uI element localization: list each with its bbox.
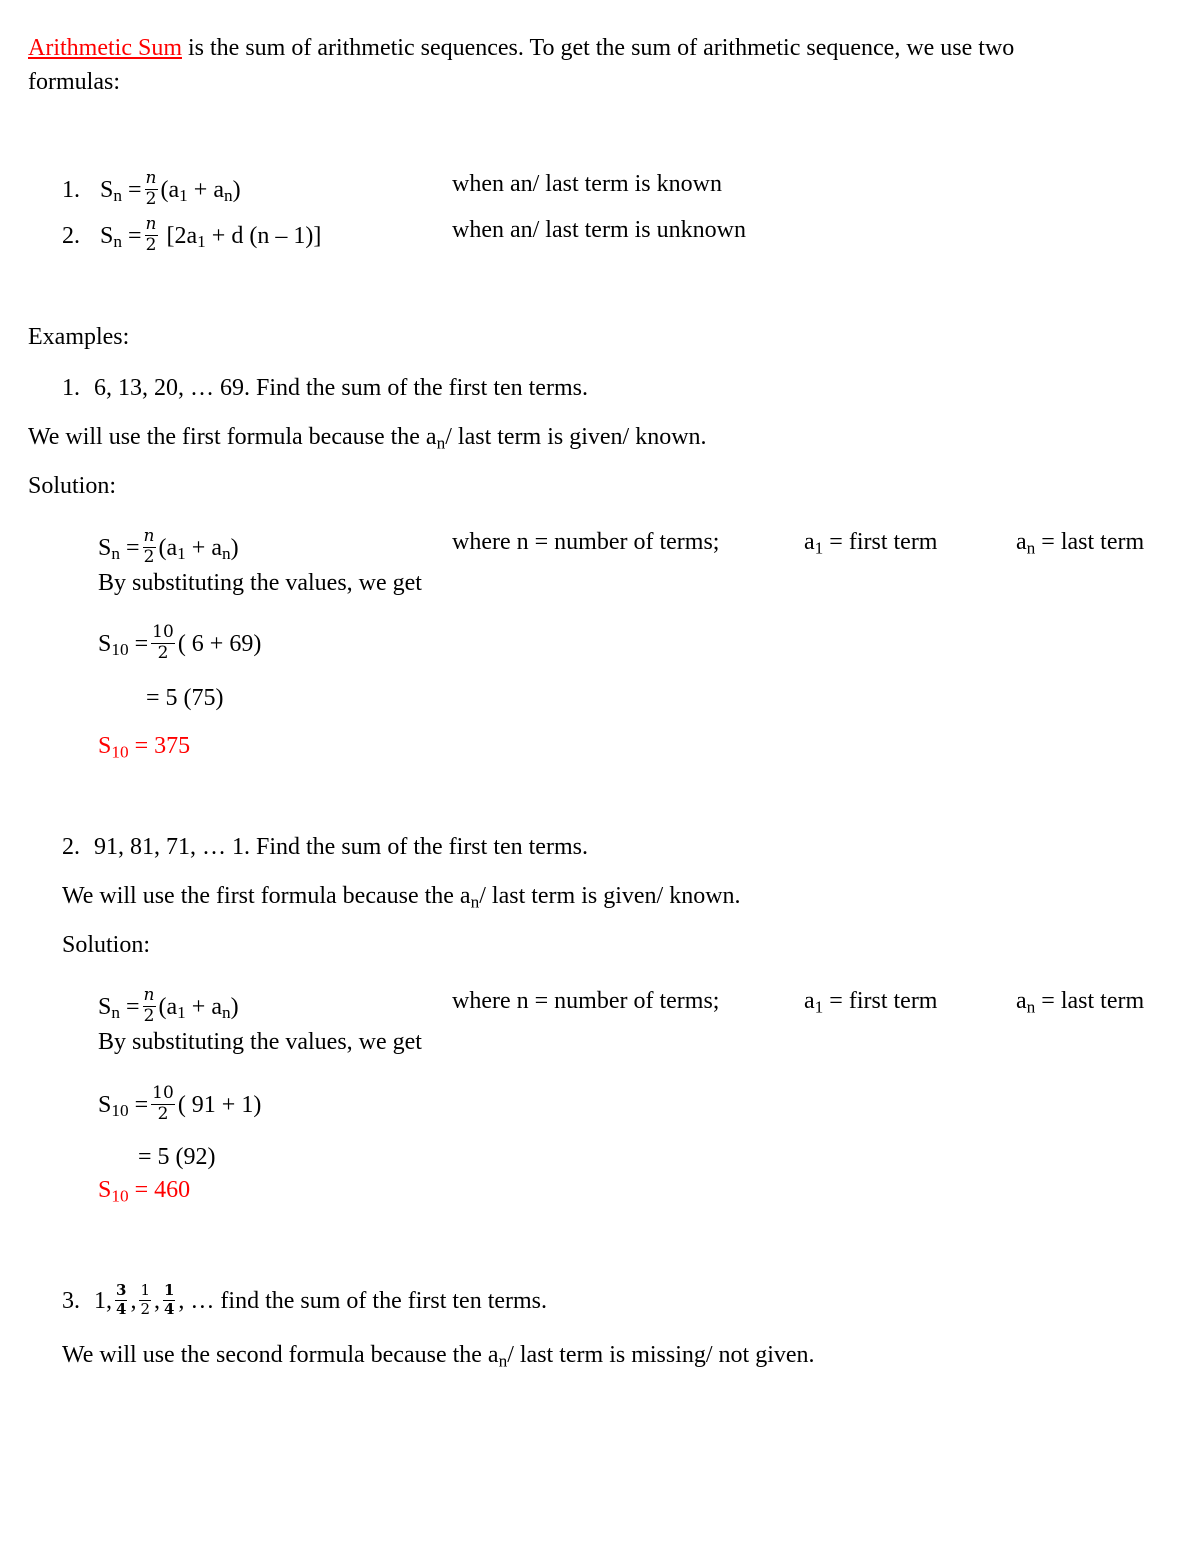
fraction-denominator: 2: [143, 1005, 155, 1026]
symbol: a: [1016, 529, 1027, 555]
subscript: n: [498, 1351, 508, 1371]
fraction-denominator: 2: [145, 234, 157, 255]
symbol: a: [1016, 988, 1027, 1014]
equals: =: [128, 630, 149, 657]
reason-text: We will use the first formula because the a: [28, 424, 437, 450]
example-1-formula: [98, 526, 239, 569]
example-1-substitute: By substituting the values, we get: [98, 570, 422, 596]
comma: ,: [178, 1287, 185, 1314]
fraction-numerator: n: [145, 214, 157, 234]
symbol: S: [98, 733, 112, 759]
subscript: n: [1026, 538, 1036, 558]
example-2-step-2: = 5 (92): [138, 1144, 216, 1170]
arithmetic-sum-term: Arithmetic Sum: [28, 35, 182, 61]
subscript: n: [111, 1003, 120, 1023]
formula-1: [62, 168, 241, 211]
subscript: 1: [177, 1003, 186, 1023]
subscript: n: [221, 544, 231, 564]
example-2-substitute: By substituting the values, we get: [98, 1029, 422, 1055]
fraction-numerator: 1: [163, 1281, 175, 1299]
subscript: n: [223, 186, 233, 206]
example-1-where: where n = number of terms;: [452, 529, 720, 555]
fraction-numerator: 10: [152, 622, 174, 642]
fraction-three-quarters: [115, 1283, 127, 1318]
example-1-solution-label: Solution:: [28, 473, 117, 499]
fraction-one-quarter: [163, 1283, 175, 1318]
fraction: [143, 987, 156, 1026]
result-value: = 460: [128, 1177, 191, 1203]
fraction-numerator: 1: [140, 1281, 150, 1299]
symbol: S: [98, 534, 112, 561]
definition-text: = first term: [823, 529, 938, 555]
formula-rhs: + a: [185, 534, 222, 561]
fraction-numerator: 3: [116, 1281, 127, 1299]
comma: ,: [130, 1287, 137, 1314]
formula-rhs: (a: [160, 176, 180, 203]
formula-lhs: S: [100, 222, 114, 249]
formula-rhs: ): [230, 534, 239, 561]
fraction: [151, 624, 175, 663]
fraction: [145, 216, 158, 255]
example-2-result: [98, 1178, 190, 1205]
fraction: [145, 170, 158, 209]
reason-text: / last term is given/ known.: [445, 424, 707, 450]
subscript: n: [1026, 997, 1036, 1017]
subscript: 1: [814, 997, 824, 1017]
formula-rhs: (a: [158, 993, 178, 1020]
fraction: [143, 528, 156, 567]
equals: =: [120, 534, 140, 561]
equals: =: [122, 222, 142, 249]
subscript: 1: [197, 232, 206, 252]
formula-rhs: + a: [187, 176, 224, 203]
fraction-denominator: 4: [163, 1299, 175, 1318]
subscript: n: [111, 544, 120, 564]
fraction-denominator: 4: [116, 1299, 127, 1318]
example-2-an-def: [1016, 989, 1144, 1016]
example-1-result: [98, 734, 190, 761]
subscript: n: [113, 232, 122, 252]
example-1-an-def: [1016, 530, 1144, 557]
formula-rhs: ): [230, 993, 239, 1020]
formula-rhs: [2a: [160, 222, 198, 249]
examples-heading: Examples:: [28, 324, 130, 350]
symbol: S: [98, 1177, 112, 1203]
formula-number: 2.: [62, 222, 80, 249]
definition-text: = last term: [1035, 988, 1145, 1014]
fraction-numerator: n: [145, 168, 157, 188]
intro-text: is the sum of arithmetic sequences. To get the sum of arithmetic sequence, we use two: [181, 35, 1015, 61]
formula-lhs: S: [100, 176, 114, 203]
example-2-problem: [62, 835, 588, 859]
example-3-reason: [62, 1343, 815, 1370]
subscript: 1: [177, 544, 186, 564]
fraction-denominator: 2: [140, 1299, 150, 1318]
formula-rhs: ): [232, 176, 241, 203]
intro-line: [28, 36, 1014, 60]
intro-continuation: formulas:: [28, 69, 120, 95]
fraction-denominator: 2: [157, 1103, 169, 1124]
problem-text: … find the sum of the first ten terms.: [190, 1287, 548, 1314]
formula-1-note: when an/ last term is known: [452, 171, 722, 197]
comma: ,: [153, 1287, 160, 1314]
example-2-solution-label: Solution:: [62, 932, 151, 958]
subscript: n: [221, 1003, 231, 1023]
symbol: a: [804, 529, 815, 555]
formula-2: [62, 214, 322, 257]
example-1-step-1: [98, 622, 262, 665]
fraction-denominator: 2: [143, 546, 155, 567]
sequence-term: 1,: [94, 1287, 112, 1314]
subscript: n: [436, 433, 446, 453]
problem-text: 91, 81, 71, … 1. Find the sum of the first ten terms.: [94, 834, 588, 860]
definition-text: = last term: [1035, 529, 1145, 555]
example-1-reason: [28, 425, 707, 452]
example-2-where: where n = number of terms;: [452, 988, 720, 1014]
symbol: S: [98, 630, 112, 657]
fraction-numerator: 10: [152, 1083, 174, 1103]
reason-text: We will use the first formula because the a: [62, 883, 471, 909]
example-2-step-1: [98, 1083, 262, 1126]
example-number: 1.: [62, 375, 80, 401]
formula-number: 1.: [62, 176, 80, 203]
example-2-a1-def: [804, 989, 937, 1016]
definition-text: = first term: [823, 988, 938, 1014]
example-1-problem: [62, 376, 588, 400]
example-number: 3.: [62, 1287, 80, 1314]
fraction-one-half: [139, 1283, 151, 1318]
formula-2-note: when an/ last term is unknown: [452, 217, 746, 243]
reason-text: / last term is given/ known.: [479, 883, 741, 909]
example-1-a1-def: [804, 530, 937, 557]
fraction-numerator: n: [143, 526, 155, 546]
subscript: 1: [179, 186, 188, 206]
fraction-numerator: n: [143, 985, 155, 1005]
subscript: n: [113, 186, 122, 206]
example-1-step-2: = 5 (75): [146, 685, 224, 711]
subscript: 10: [111, 1186, 129, 1206]
formula-rhs: + a: [185, 993, 222, 1020]
symbol: S: [98, 993, 112, 1020]
symbol: S: [98, 1091, 112, 1118]
equals: =: [122, 176, 142, 203]
subscript: 10: [111, 640, 129, 660]
fraction: [151, 1085, 175, 1124]
reason-text: / last term is missing/ not given.: [507, 1342, 815, 1368]
reason-text: We will use the second formula because the a: [62, 1342, 499, 1368]
formula-rhs: (a: [158, 534, 178, 561]
example-3-problem: [62, 1281, 548, 1320]
symbol: a: [804, 988, 815, 1014]
example-2-reason: [62, 884, 741, 911]
example-number: 2.: [62, 834, 80, 860]
equals: =: [128, 1091, 149, 1118]
result-value: = 375: [128, 733, 191, 759]
subscript: n: [470, 892, 480, 912]
formula-rhs: + d (n – 1)]: [205, 222, 322, 249]
step-rhs: ( 6 + 69): [177, 630, 262, 657]
problem-text: 6, 13, 20, … 69. Find the sum of the first ten terms.: [94, 375, 588, 401]
equals: =: [120, 993, 140, 1020]
fraction-denominator: 2: [157, 642, 169, 663]
subscript: 10: [111, 742, 129, 762]
step-rhs: ( 91 + 1): [177, 1091, 262, 1118]
subscript: 10: [111, 1101, 129, 1121]
subscript: 1: [814, 538, 824, 558]
example-2-formula: [98, 985, 239, 1028]
fraction-denominator: 2: [145, 188, 157, 209]
